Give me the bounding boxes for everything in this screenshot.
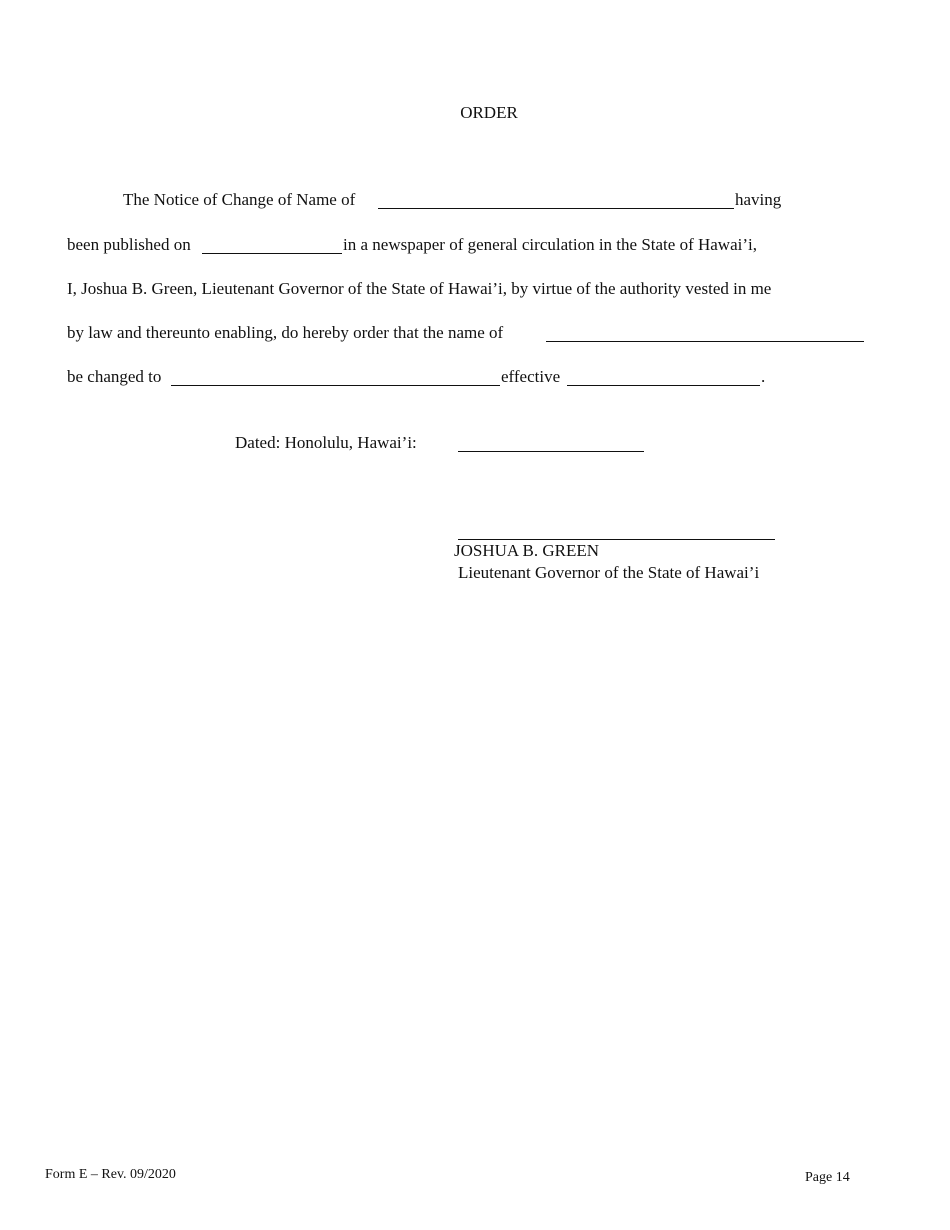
para-line2-start: been published on <box>67 235 191 254</box>
effective-date-blank[interactable] <box>567 385 760 386</box>
new-name-blank[interactable] <box>171 385 500 386</box>
dated-label: Dated: Honolulu, Hawai’i: <box>235 433 417 452</box>
published-date-blank[interactable] <box>202 253 342 254</box>
page-number: Page 14 <box>805 1170 850 1185</box>
para-line2-end: in a newspaper of general circulation in the State of Hawai’i, <box>343 235 757 254</box>
para-line5-start: be changed to <box>67 367 162 386</box>
signatory-title: Lieutenant Governor of the State of Hawai’i <box>458 563 760 582</box>
para-line5-period: . <box>761 367 766 386</box>
para-line5-effective: effective <box>501 367 561 386</box>
dated-blank[interactable] <box>458 451 644 452</box>
document-title: ORDER <box>460 103 518 122</box>
signature-line[interactable] <box>458 539 775 540</box>
para-line1-start: The Notice of Change of Name of <box>123 190 356 209</box>
current-name-blank[interactable] <box>546 341 864 342</box>
former-name-blank[interactable] <box>378 208 734 209</box>
form-revision: Form E – Rev. 09/2020 <box>45 1167 176 1182</box>
para-line4: by law and thereunto enabling, do hereby order that the name of <box>67 323 504 342</box>
para-line1-end: having <box>735 190 782 209</box>
signatory-name: JOSHUA B. GREEN <box>454 541 599 560</box>
para-line3: I, Joshua B. Green, Lieutenant Governor of the State of Hawai’i, by virtue of the authority vested in me <box>67 279 772 298</box>
